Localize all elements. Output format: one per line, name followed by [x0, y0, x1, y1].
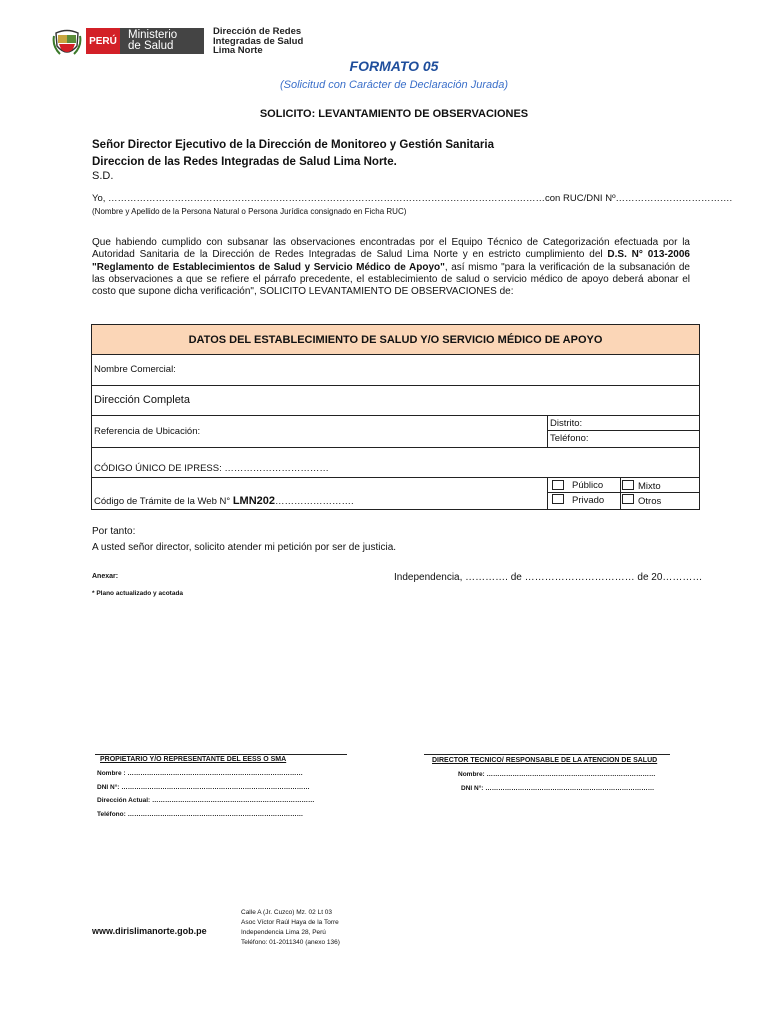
table-divider	[92, 385, 699, 386]
body-reglamento: "Reglamento de Establecimientos de Salud y Servicio Médico de Apoyo"	[92, 261, 445, 273]
website-link[interactable]: www.dirislimanorte.gob.pe	[92, 926, 207, 936]
sig-right-title: DIRECTOR TECNICO/ RESPONSABLE DE LA ATENCION DE SALUD	[432, 757, 658, 764]
table-divider	[92, 477, 699, 478]
footer-line2: Asoc Víctor Raúl Haya de la Torre	[241, 919, 339, 926]
table-divider	[620, 477, 621, 509]
table-header: DATOS DEL ESTABLECIMIENTO DE SALUD Y/O SERVICIO MÉDICO DE APOYO	[92, 325, 699, 355]
table-divider	[547, 415, 548, 447]
otros-label: Otros	[638, 496, 662, 507]
referencia-label: Referencia de Ubicación:	[94, 426, 201, 437]
sig-left-nombre: Nombre : ………………………………………………………………………	[97, 770, 303, 777]
ministry-label	[120, 28, 204, 54]
nombre-comercial-label: Nombre Comercial:	[94, 364, 176, 375]
telefono-label: Teléfono:	[550, 433, 589, 444]
peru-shield-icon	[52, 28, 82, 58]
privado-checkbox[interactable]	[552, 494, 564, 504]
sig-left-dni: DNI N°: ……………………………………………………………………………	[97, 784, 310, 791]
sig-left-telefono: Teléfono: ………………………………………………………………………	[97, 811, 304, 818]
sig-left-title: PROPIETARIO Y/O REPRESENTANTE DEL EESS O SMA	[100, 756, 287, 763]
ministry-line2: de Salud	[128, 40, 174, 52]
otros-checkbox[interactable]	[622, 494, 634, 504]
codigo-tramite-text: Código de Trámite de la Web N°	[94, 496, 233, 507]
direccion-label: Dirección Completa	[94, 394, 190, 406]
codigo-ipress-label: CÓDIGO ÚNICO DE IPRESS: ……………………………	[94, 463, 329, 474]
sd-label: S.D.	[92, 170, 114, 182]
date-line: Independencia, …………. de …………………………… de 20…………	[394, 572, 703, 583]
addressee-line1: Señor Director Ejecutivo de la Dirección de Monitoreo y Gestión Sanitaria	[92, 139, 494, 151]
codigo-tramite-dots: …………………….	[275, 496, 354, 507]
mixto-label: Mixto	[638, 481, 661, 492]
codigo-tramite-label	[94, 495, 354, 507]
document-subtitle: (Solicitud con Carácter de Declaración Jurada)	[279, 79, 509, 91]
signature-line-left	[95, 754, 347, 755]
table-divider	[92, 447, 699, 448]
ministry-line1: Ministerio	[128, 29, 178, 41]
publico-checkbox[interactable]	[552, 480, 564, 490]
publico-label: Público	[572, 480, 604, 491]
table-divider	[547, 430, 699, 431]
plano-note: * Plano actualizado y acotada	[92, 590, 184, 597]
closing-line2: A usted señor director, solicito atender mi petición por ser de justicia.	[92, 542, 397, 553]
establishment-table	[91, 324, 700, 510]
body-ds: D.S. N° 013-2006	[607, 249, 690, 261]
redes-line3: Lima Norte	[213, 45, 263, 56]
anexar-label: Anexar:	[92, 573, 119, 580]
codigo-tramite-value: LMN202	[232, 495, 275, 507]
sig-right-dni: DNI N°: ……………………………………………………………………	[461, 785, 655, 792]
body-part1: Que habiendo cumplido con subsanar las observaciones encontradas por el Equipo Técnico de Categorización efectuada por la Autoridad Sanitaria de la Dirección de Redes Integradas de Salud Lima Norte y en estricto cumplimiento del	[92, 237, 690, 261]
redes-line1: Dirección de Redes	[213, 26, 302, 37]
signature-line-right	[424, 754, 670, 755]
sig-left-direccion: Dirección Actual: …………………………………………………………………	[97, 797, 315, 804]
mixto-checkbox[interactable]	[622, 480, 634, 490]
yo-line: Yo, …………………………………………………………………………………………………………………………con RUC/DNI Nº……………………………….	[92, 193, 733, 204]
body-paragraph	[92, 237, 690, 298]
yo-note: (Nombre y Apellido de la Persona Natural o Persona Jurídica consignado en Ficha RUC)	[92, 207, 407, 216]
footer-line3: Independencia Lima 28, Perú	[241, 929, 326, 936]
table-divider	[92, 415, 699, 416]
distrito-label: Distrito:	[550, 418, 583, 429]
footer-line4: Teléfono: 01-2011340 (anexo 136)	[241, 939, 340, 946]
peru-label: PERÚ	[86, 28, 120, 54]
document-title: FORMATO 05	[349, 58, 439, 74]
footer-line1: Calle A (Jr. Cuzco) Mz. 02 Lt 03	[241, 909, 333, 916]
table-divider	[547, 477, 548, 509]
closing-line1: Por tanto:	[92, 526, 136, 537]
sig-right-nombre: Nombre: ……………………………………………………………………	[458, 771, 656, 778]
addressee-line2: Direccion de las Redes Integradas de Salud Lima Norte.	[92, 156, 397, 168]
redes-label	[213, 27, 303, 56]
redes-line2: Integradas de Salud	[213, 35, 304, 47]
footer-address	[241, 908, 340, 948]
table-divider	[547, 492, 699, 493]
privado-label: Privado	[572, 495, 605, 506]
body-part2: , así mismo "para la verificación de la subsanación de las observaciones a que se refiere el párrafo precedente, el establecimiento de salud o servicio médico de apoyo deberá abonar el costo que supone dicha verificación", SOLICITO LEVANTAMIENTO DE OBSERVACIONES de:	[92, 261, 690, 298]
solicito-heading: SOLICITO: LEVANTAMIENTO DE OBSERVACIONES	[259, 108, 529, 120]
